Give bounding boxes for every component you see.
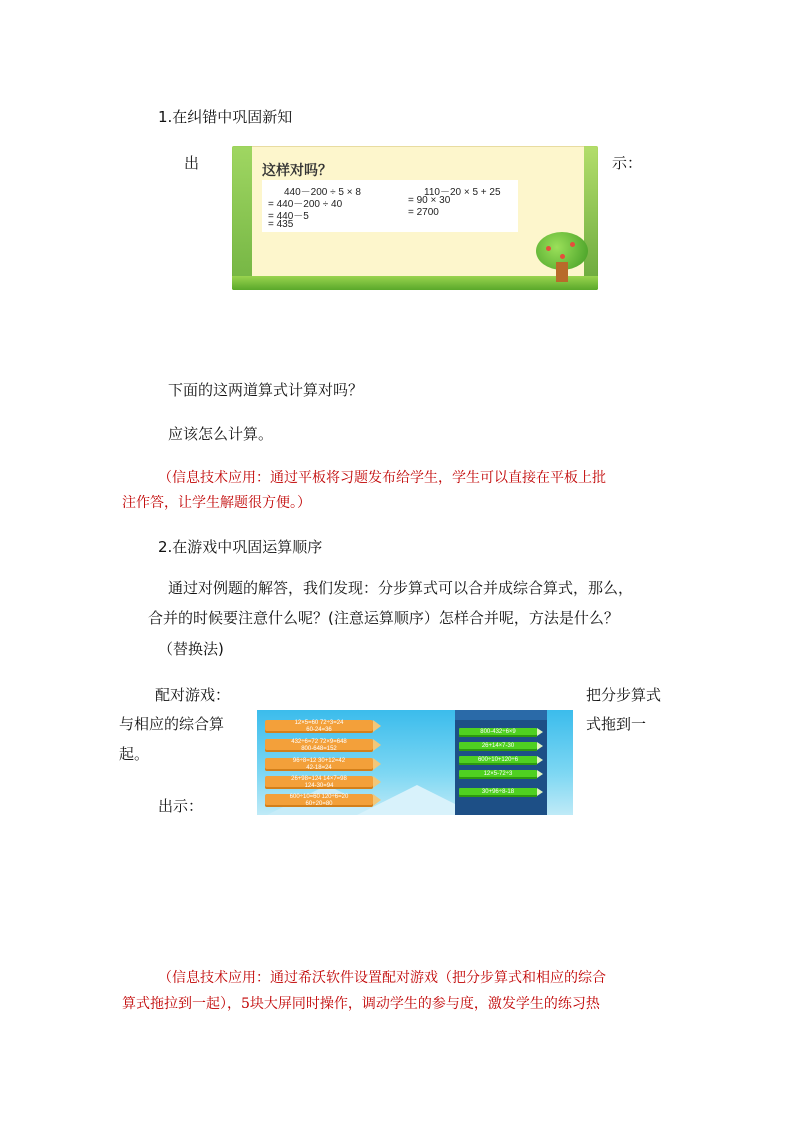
slide-title: 这样对吗？ — [262, 163, 332, 179]
game-text: 把分步算式 — [586, 686, 662, 704]
combined-equation-pencil[interactable] — [459, 788, 537, 797]
it-note-line: 算式拖拉到一起），5块大屏同时操作，调动学生的参与度，激发学生的练习热 — [122, 996, 600, 1012]
pencil-text: 600÷10+120÷6 — [477, 757, 519, 763]
pencil-text: 30+96÷8-18 — [481, 789, 515, 795]
combined-equation-pencil[interactable] — [459, 770, 537, 779]
pencil-text: 800-432÷6×9 — [480, 729, 516, 735]
show-right-text: 示： — [612, 154, 643, 172]
equation-right-line: = 90 × 30 — [408, 195, 451, 206]
combined-equation-pencil[interactable] — [459, 728, 537, 737]
pencil-text: 12×5=60 72÷3=24 — [294, 720, 344, 726]
show-left-text: 出 — [184, 154, 200, 172]
game-text: 式拖到一 — [586, 715, 647, 733]
leaf-decoration-left — [232, 146, 252, 290]
pencil-text: 26+98=124 14×7=98 — [291, 776, 347, 782]
equation-left-line: = 440－5 — [268, 211, 309, 222]
pencil-text: 800-648=152 — [301, 745, 337, 752]
step-equation-pencil[interactable] — [265, 758, 373, 771]
step-equation-pencil[interactable] — [265, 794, 373, 807]
paragraph-line: 通过对例题的解答，我们发现：分步算式可以合并成综合算式，那么， — [168, 579, 634, 597]
equation-left-line: 440－200 ÷ 5 × 8 — [284, 187, 361, 198]
equation-right-line: 110－20 × 5 + 25 — [424, 187, 501, 198]
pencil-text: 60+20=80 — [305, 800, 333, 807]
matching-game-slide — [257, 710, 573, 815]
it-note-line: 注作答，让学生解题很方便。） — [122, 495, 311, 511]
equation-left-line: = 435 — [268, 219, 294, 230]
step-equation-pencil[interactable] — [265, 720, 373, 733]
step-equation-pencil[interactable] — [265, 739, 373, 752]
pencil-text: 124-30=94 — [304, 782, 334, 789]
pencil-text: 96÷8=12 30+12=42 — [292, 758, 346, 764]
game-text: 与相应的综合算 — [119, 715, 225, 733]
it-note-line: （信息技术应用：通过希沃软件设置配对游戏（把分步算式和相应的综合 — [158, 970, 606, 986]
it-note-line: （信息技术应用：通过平板将习题发布给学生，学生可以直接在平板上批 — [158, 470, 606, 486]
error-check-slide — [232, 146, 598, 290]
answer-panel — [455, 710, 547, 815]
pencil-text: 432÷6=72 72×9=648 — [291, 739, 347, 745]
game-text: 出示： — [158, 797, 204, 815]
pencil-text: 42-18=24 — [306, 764, 332, 771]
pencil-text: 60-24=36 — [306, 726, 332, 733]
equation-right-line: = 2700 — [408, 207, 439, 218]
paragraph-line: （替换法) — [158, 640, 224, 658]
game-text: 起。 — [119, 745, 150, 763]
equation-left-line: = 440－200 ÷ 40 — [268, 199, 343, 210]
pencil-text: 12×5-72÷3 — [483, 771, 513, 777]
game-text: 配对游戏： — [155, 686, 231, 704]
pencil-text: 600÷10=60 120÷6=20 — [289, 794, 349, 800]
question-correct: 下面的这两道算式计算对吗？ — [168, 381, 364, 399]
combined-equation-pencil[interactable] — [459, 756, 537, 765]
section2-heading: 2.在游戏中巩固运算顺序 — [158, 538, 323, 556]
tree-house-icon — [536, 232, 588, 284]
paragraph-line: 合并的时候要注意什么呢？(注意运算顺序）怎样合并呢，方法是什么？ — [148, 609, 619, 627]
panel-header-decoration — [455, 710, 547, 720]
combined-equation-pencil[interactable] — [459, 742, 537, 751]
pencil-text: 26+14×7-30 — [481, 743, 515, 749]
question-how: 应该怎么计算。 — [168, 425, 274, 443]
step-equation-pencil[interactable] — [265, 776, 373, 789]
section1-heading: 1.在纠错中巩固新知 — [158, 108, 293, 126]
